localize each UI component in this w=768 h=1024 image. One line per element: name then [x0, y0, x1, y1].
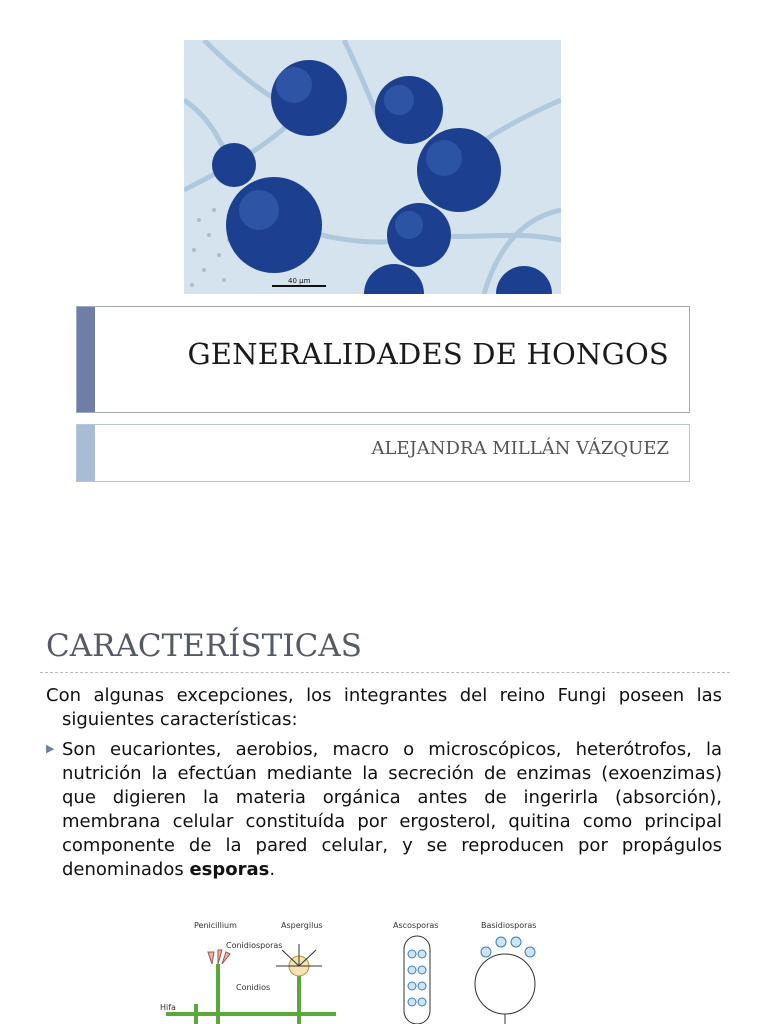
fungi-spores-diagram: [156, 914, 556, 1024]
triangle-bullet-icon: ▶: [46, 742, 55, 755]
bullet-bold-term: esporas: [189, 859, 270, 880]
subtitle-accent-bar: [77, 425, 95, 481]
label-aspergilus: Aspergilus: [281, 921, 323, 930]
section-heading: CARACTERÍSTICAS: [46, 628, 362, 664]
label-penicillium: Penicillium: [194, 921, 237, 930]
microscope-image: [184, 40, 561, 294]
label-basidiosporas: Basidiosporas: [481, 921, 537, 930]
bullet-text: Son eucariontes, aerobios, macro o microscópicos, heterótrofos, la nutrición la efectúan mediante la secreción de enzimas (exoenzimas) que digieren la materia orgánica antes de ingerirla (absorción), membrana celular constituída por ergosterol, quitina como principal componente de la pared celular, y se reproducen por propágulos denominados: [62, 739, 722, 880]
scale-bar-label: 40 µm: [288, 277, 311, 285]
label-hifa: Hifa: [160, 1003, 176, 1012]
bullet-paragraph: [62, 738, 722, 882]
label-conidiosporas: Conidiosporas: [226, 941, 283, 950]
title-box: [76, 306, 690, 413]
slide-title: GENERALIDADES DE HONGOS: [187, 337, 669, 371]
bullet-end: .: [269, 859, 276, 880]
label-ascosporas: Ascosporas: [393, 921, 439, 930]
title-accent-bar: [77, 307, 95, 412]
penicillium-drawing: [166, 964, 336, 1024]
subtitle-box: [76, 424, 690, 482]
intro-paragraph: Con algunas excepciones, los integrantes del reino Fungi poseen las siguientes características:: [46, 685, 722, 730]
slide-subtitle: ALEJANDRA MILLÁN VÁZQUEZ: [371, 438, 669, 459]
bullet-item: [46, 738, 722, 882]
label-conidios: Conidios: [236, 983, 271, 992]
heading-divider: [40, 672, 730, 673]
